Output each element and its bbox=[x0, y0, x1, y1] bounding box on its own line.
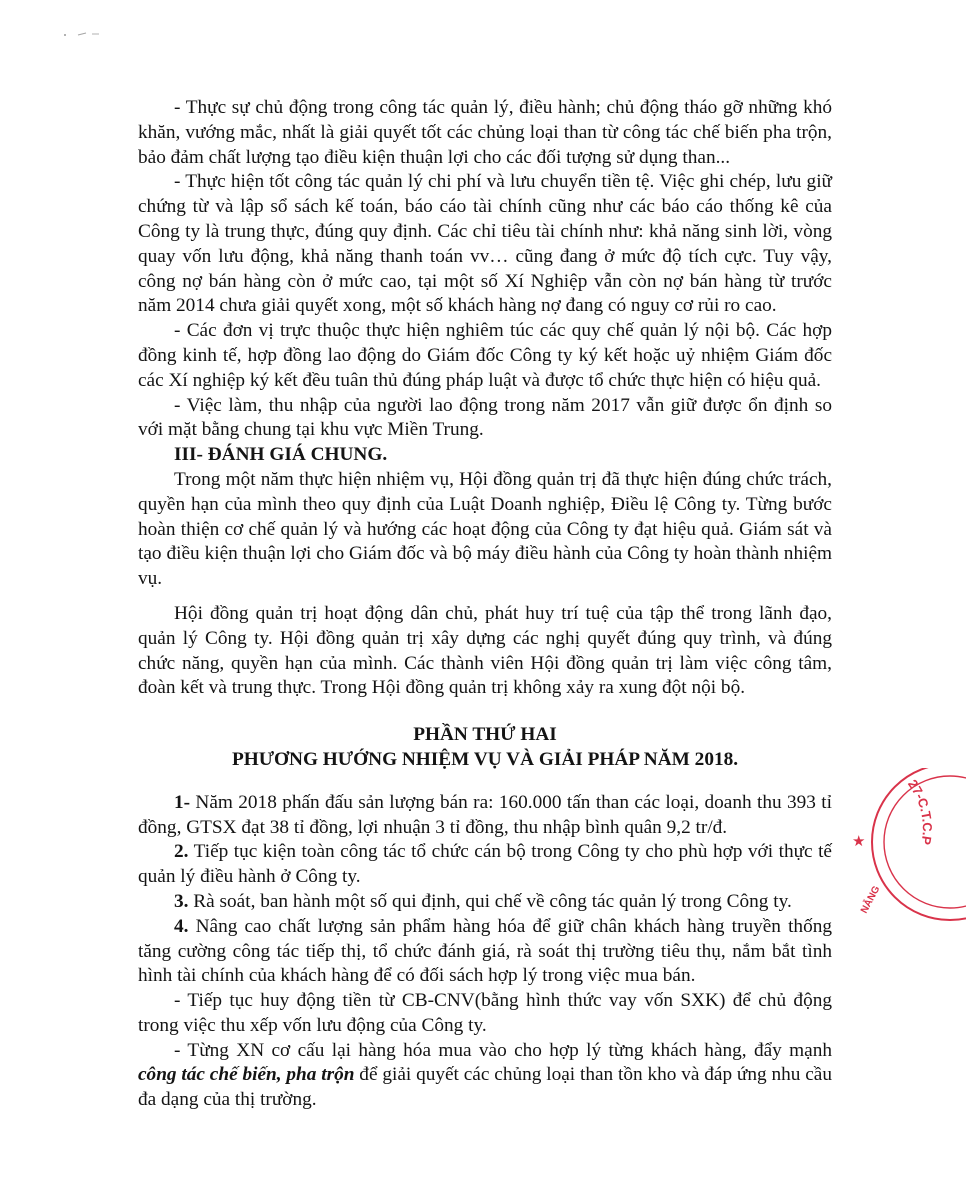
heading bbox=[138, 443, 832, 468]
scan-artifact bbox=[62, 30, 102, 40]
paragraph-text: - Thực sự chủ động trong công tác quản lý, điều hành; chủ động tháo gỡ những khó khăn, vướng mắc, nhất là giải quyết tốt các chủng loại than từ công tác chế biến pha trộn, bảo đảm chất lượng tạo điều kiện thuận lợi cho các đối tượng sử dụng than... bbox=[138, 97, 832, 168]
paragraph bbox=[138, 602, 832, 701]
paragraph bbox=[138, 170, 832, 319]
part-title bbox=[138, 723, 832, 748]
svg-text:27-C.T.C.P: 27-C.T.C.P bbox=[905, 776, 935, 846]
paragraph-text: III- ĐÁNH GIÁ CHUNG. bbox=[174, 444, 388, 466]
svg-text:★: ★ bbox=[852, 832, 866, 850]
part-sub bbox=[138, 748, 832, 773]
paragraph-text: Tiếp tục kiện toàn công tác tổ chức cán bộ trong Công ty cho phù hợp với thực tế quản lý điều hành ở Công ty. bbox=[138, 841, 832, 888]
paragraph bbox=[138, 890, 832, 915]
paragraph bbox=[138, 840, 832, 890]
item-number: 1- bbox=[174, 791, 191, 813]
paragraph-text: Hội đồng quản trị hoạt động dân chủ, phát huy trí tuệ của tập thể trong lãnh đạo, quản lý Công ty. Hội đồng quản trị xây dựng các nghị quyết đúng quy trình, và đúng chức năng, quyền hạn của mình. Các thành viên Hội đồng quản trị làm việc công tâm, đoàn kết và trung thực. Trong Hội đồng quản trị không xảy ra xung đột nội bộ. bbox=[138, 602, 832, 699]
paragraph bbox=[138, 468, 832, 592]
paragraph-text: - Tiếp tục huy động tiền từ CB-CNV(bằng hình thức vay vốn SXK) để chủ động trong việc thu xếp vốn lưu động của Công ty. bbox=[138, 990, 832, 1036]
paragraph-text: - Từng XN cơ cấu lại hàng hóa mua vào cho hợp lý từng khách hàng, đẩy mạnh bbox=[174, 1039, 832, 1061]
paragraph bbox=[138, 989, 832, 1039]
paragraph bbox=[138, 96, 832, 170]
paragraph-text: PHƯƠNG HƯỚNG NHIỆM VỤ VÀ GIẢI PHÁP NĂM 2018. bbox=[231, 748, 739, 770]
paragraph-text: Rà soát, ban hành một số qui định, qui chế về công tác quản lý trong Công ty. bbox=[188, 890, 792, 912]
item-number: 4. bbox=[174, 915, 189, 937]
paragraph bbox=[138, 915, 832, 989]
paragraph bbox=[138, 394, 832, 444]
paragraph-text: PHẦN THỨ HAI bbox=[413, 724, 557, 746]
paragraph bbox=[138, 319, 832, 393]
item-number: 3. bbox=[174, 890, 189, 912]
emphasis-text: công tác chế biến, pha trộn bbox=[138, 1064, 355, 1086]
paragraph bbox=[138, 1039, 832, 1113]
paragraph bbox=[138, 791, 832, 841]
paragraph-text: - Thực hiện tốt công tác quản lý chi phí và lưu chuyển tiền tệ. Việc ghi chép, lưu giữ chứng từ và lập sổ sách kế toán, báo cáo tài chính cũng như các báo cáo thống kê của Công ty là trung thực, đúng quy định. Các chỉ tiêu tài chính như: khả năng sinh lời, vòng quay vốn lưu động, khả năng thanh toán vv… cũng đang ở mức độ tích cực. Tuy vậy, công nợ bán hàng còn ở mức cao, tại một số Xí Nghiệp vẫn còn nợ bán hàng từ trước năm 2014 chưa giải quyết xong, một số khách hàng nợ đang có nguy cơ rủi ro cao. bbox=[138, 171, 832, 317]
item-number: 2. bbox=[174, 841, 189, 863]
paragraph-text: Năm 2018 phấn đấu sản lượng bán ra: 160.000 tấn than các loại, doanh thu 393 tỉ đồng, GTSX đạt 38 tỉ đồng, lợi nhuận 3 tỉ đồng, thu nhập bình quân 9,2 tr/đ. bbox=[138, 791, 832, 838]
svg-text:NẴNG: NẴNG bbox=[858, 884, 883, 916]
paragraph-text: để giải quyết các chủng loại than tồn kho và đáp ứng nhu cầu đa dạng của thị trường. bbox=[138, 1064, 833, 1111]
paragraph-text: - Việc làm, thu nhập của người lao động trong năm 2017 vẫn giữ được ổn định so với mặt bằng chung tại khu vực Miền Trung. bbox=[138, 394, 832, 441]
paragraph-text: Nâng cao chất lượng sản phẩm hàng hóa để giữ chân khách hàng truyền thống tăng cường công tác tiếp thị, tổ chức đánh giá, rà soát thị trường tiêu thụ, nắm bắt tình hình tài chính của khách hàng để có đối sách hợp lý trong việc mua bán. bbox=[138, 915, 832, 987]
red-seal-stamp bbox=[846, 768, 966, 948]
paragraph-text: Trong một năm thực hiện nhiệm vụ, Hội đồng quản trị đã thực hiện đúng chức trách, quyền hạn của mình theo quy định của Luật Doanh nghiệp, Điều lệ Công ty. Từng bước hoàn thiện cơ chế quản lý và hướng các hoạt động của Công ty đạt hiệu quả. Giám sát và tạo điều kiện thuận lợi cho Giám đốc và bộ máy điều hành của Công ty hoàn thành nhiệm vụ. bbox=[138, 468, 832, 590]
paragraph-text: - Các đơn vị trực thuộc thực hiện nghiêm túc các quy chế quản lý nội bộ. Các hợp đồng kinh tế, hợp đồng lao động do Giám đốc Công ty ký kết hoặc uỷ nhiệm Giám đốc các Xí nghiệp ký kết đều tuân thủ đúng pháp luật và được tổ chức thực hiện có hiệu quả. bbox=[138, 320, 832, 391]
document-body bbox=[138, 96, 832, 1113]
